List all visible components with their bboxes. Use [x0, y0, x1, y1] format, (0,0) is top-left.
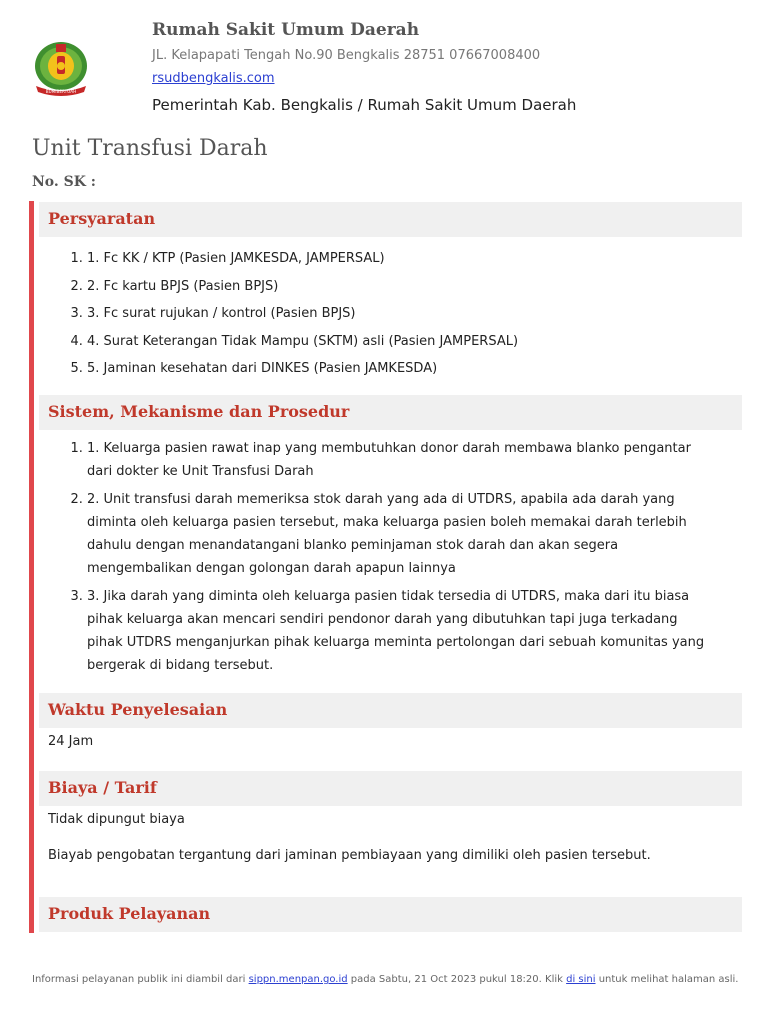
section-title: Produk Pelayanan [48, 904, 211, 923]
section-heading-waktu [39, 693, 742, 728]
list-item: 1. 1. Fc KK / KTP (Pasien JAMKESDA, JAMPERSAL) [87, 245, 707, 273]
svg-text:BUMIBERTUAH: BUMIBERTUAH [45, 89, 77, 94]
list-item: 2. 2. Fc kartu BPJS (Pasien BPJS) [87, 273, 707, 301]
section-heading-produk [39, 897, 742, 932]
breadcrumb: Pemerintah Kab. Bengkalis / Rumah Sakit Umum Daerah [152, 96, 577, 114]
section-heading-prosedur [39, 395, 742, 430]
list-item: 2. 2. Unit transfusi darah memeriksa stok darah yang ada di UTDRS, apabila ada darah yang diminta oleh keluarga pasien tersebut, maka keluarga pasien boleh memakai darah terlebih dahulu dengan menandatangani blanko peminjaman stok darah dan akan segera mengembalikan dengan golongan darah apapun lainnya [87, 488, 707, 580]
section-title: Waktu Penyelesaian [48, 700, 228, 719]
government-emblem-icon [32, 36, 90, 98]
requirements-list [39, 245, 707, 383]
organization-address: JL. Kelapapati Tengah No.90 Bengkalis 28751 07667008400 [152, 48, 541, 63]
list-item: 4. 4. Surat Keterangan Tidak Mampu (SKTM) asli (Pasien JAMPERSAL) [87, 328, 707, 356]
website-link[interactable]: rsudbengkalis.com [152, 71, 275, 86]
footer-text: untuk melihat halaman asli. [595, 974, 739, 985]
procedure-list [39, 437, 707, 677]
footer-text: pada Sabtu, 21 Oct 2023 pukul 18:20. Klik [347, 974, 567, 985]
footer-text: Informasi pelayanan publik ini diambil dari [32, 974, 249, 985]
service-details [29, 201, 742, 933]
section-heading-biaya [39, 771, 742, 806]
page-title: Unit Transfusi Darah [32, 136, 268, 161]
source-link[interactable]: sippn.menpan.go.id [248, 974, 348, 985]
page-header [32, 14, 742, 124]
original-page-link[interactable]: di sini [566, 974, 596, 985]
list-item: 1. 1. Keluarga pasien rawat inap yang membutuhkan donor darah membawa blanko pengantar dari dokter ke Unit Transfusi Darah [87, 437, 707, 483]
list-item: 3. 3. Fc surat rujukan / kontrol (Pasien BPJS) [87, 300, 707, 328]
section-heading-persyaratan [39, 202, 742, 237]
list-item: 3. 3. Jika darah yang diminta oleh keluarga pasien tidak tersedia di UTDRS, maka dari itu biasa pihak keluarga akan mencari sendiri pendonor darah yang dibutuhkan tapi juga terkadang pihak UTDRS menganjurkan pihak keluarga meminta pertolongan dari sebuah komunitas yang bergerak di bidang tersebut. [87, 585, 707, 677]
section-title: Sistem, Mekanisme dan Prosedur [48, 402, 350, 421]
page-footer [32, 974, 742, 985]
organization-name: Rumah Sakit Umum Daerah [152, 20, 420, 40]
section-title: Persyaratan [48, 209, 156, 228]
section-title: Biaya / Tarif [48, 778, 157, 797]
completion-time: 24 Jam [48, 734, 94, 749]
sk-number-label: No. SK : [32, 174, 96, 190]
fee-text: Tidak dipungut biaya [48, 812, 185, 827]
list-item: 5. 5. Jaminan kesehatan dari DINKES (Pasien JAMKESDA) [87, 355, 707, 383]
fee-note: Biayab pengobatan tergantung dari jaminan pembiayaan yang dimiliki oleh pasien tersebut. [48, 848, 651, 863]
